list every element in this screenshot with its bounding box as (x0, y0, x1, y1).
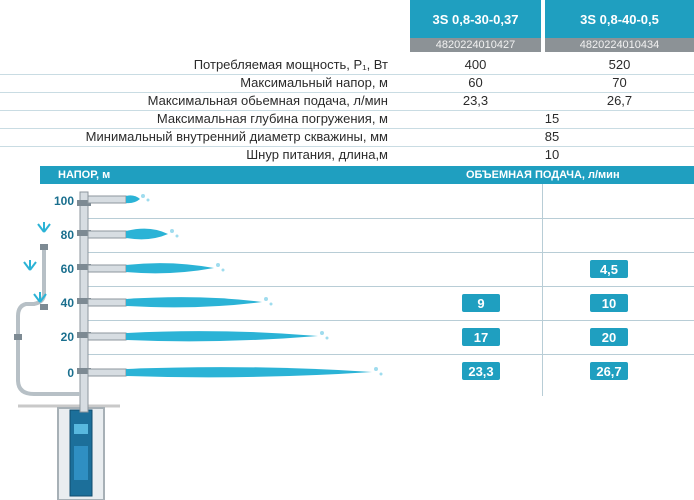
spec-label: Максимальная обьемная подача, л/мин (147, 93, 388, 108)
spec-value-model1: 23,3 (462, 93, 489, 108)
flow-badge-m2-20: 20 (590, 328, 628, 346)
flow-badge-m1-40: 9 (462, 294, 500, 312)
head-label-60: 60 (60, 262, 74, 276)
spec-label: Потребляемая мощность, P₁, Вт (193, 57, 388, 72)
head-label-80: 80 (60, 228, 74, 242)
water-jet-0 (126, 367, 372, 377)
chart-header (40, 166, 694, 184)
head-label-0: 0 (67, 366, 74, 380)
water-jet-80 (126, 229, 168, 240)
spec-value-model2: 70 (612, 75, 627, 90)
water-jet-100 (126, 195, 140, 203)
spec-value-model1: 400 (464, 57, 487, 72)
water-jet-60 (126, 263, 214, 273)
spec-value-model1: 60 (468, 75, 483, 90)
spec-label: Максимальная глубина погружения, м (156, 111, 388, 126)
spec-value-shared: 10 (544, 147, 560, 162)
model-1-code: 4820224010427 (410, 38, 541, 52)
flow-badge-m1-20: 17 (462, 328, 500, 346)
pump-illustration (0, 184, 440, 500)
model-2-name: 3S 0,8-40-0,5 (545, 0, 694, 38)
spec-value-shared: 15 (544, 111, 560, 126)
head-label-20: 20 (60, 330, 74, 344)
spec-value-shared: 85 (544, 129, 560, 144)
spec-row-power (0, 56, 694, 74)
spec-value-model2: 26,7 (606, 93, 633, 108)
flow-badge-m1-0: 23,3 (462, 362, 500, 380)
head-axis-label: НАПОР, м (58, 169, 111, 181)
spec-value-model2: 520 (608, 57, 631, 72)
spec-label: Максимальный напор, м (240, 75, 388, 90)
spec-row-diameter (0, 128, 694, 146)
spec-label: Минимальный внутренний диаметр скважины, мм (85, 129, 388, 144)
model-1-name: 3S 0,8-30-0,37 (410, 0, 541, 38)
head-label-40: 40 (60, 296, 74, 310)
head-label-100: 100 (53, 194, 74, 208)
flow-badge-m2-60: 4,5 (590, 260, 628, 278)
water-jet-40 (126, 297, 262, 307)
spec-label: Шнур питания, длина,м (246, 147, 388, 162)
spec-row-cable (0, 146, 694, 164)
sprayer-icon (38, 222, 50, 232)
water-jet-20 (126, 331, 318, 341)
spec-row-head (0, 74, 694, 92)
flow-badge-m2-0: 26,7 (590, 362, 628, 380)
side-hose (18, 246, 80, 394)
spec-row-depth (0, 110, 694, 128)
model-2-code: 4820224010434 (545, 38, 694, 52)
flow-badge-m2-40: 10 (590, 294, 628, 312)
spec-row-flow (0, 92, 694, 110)
flow-axis-label: ОБЪЕМНАЯ ПОДАЧА, л/мин (466, 169, 620, 181)
